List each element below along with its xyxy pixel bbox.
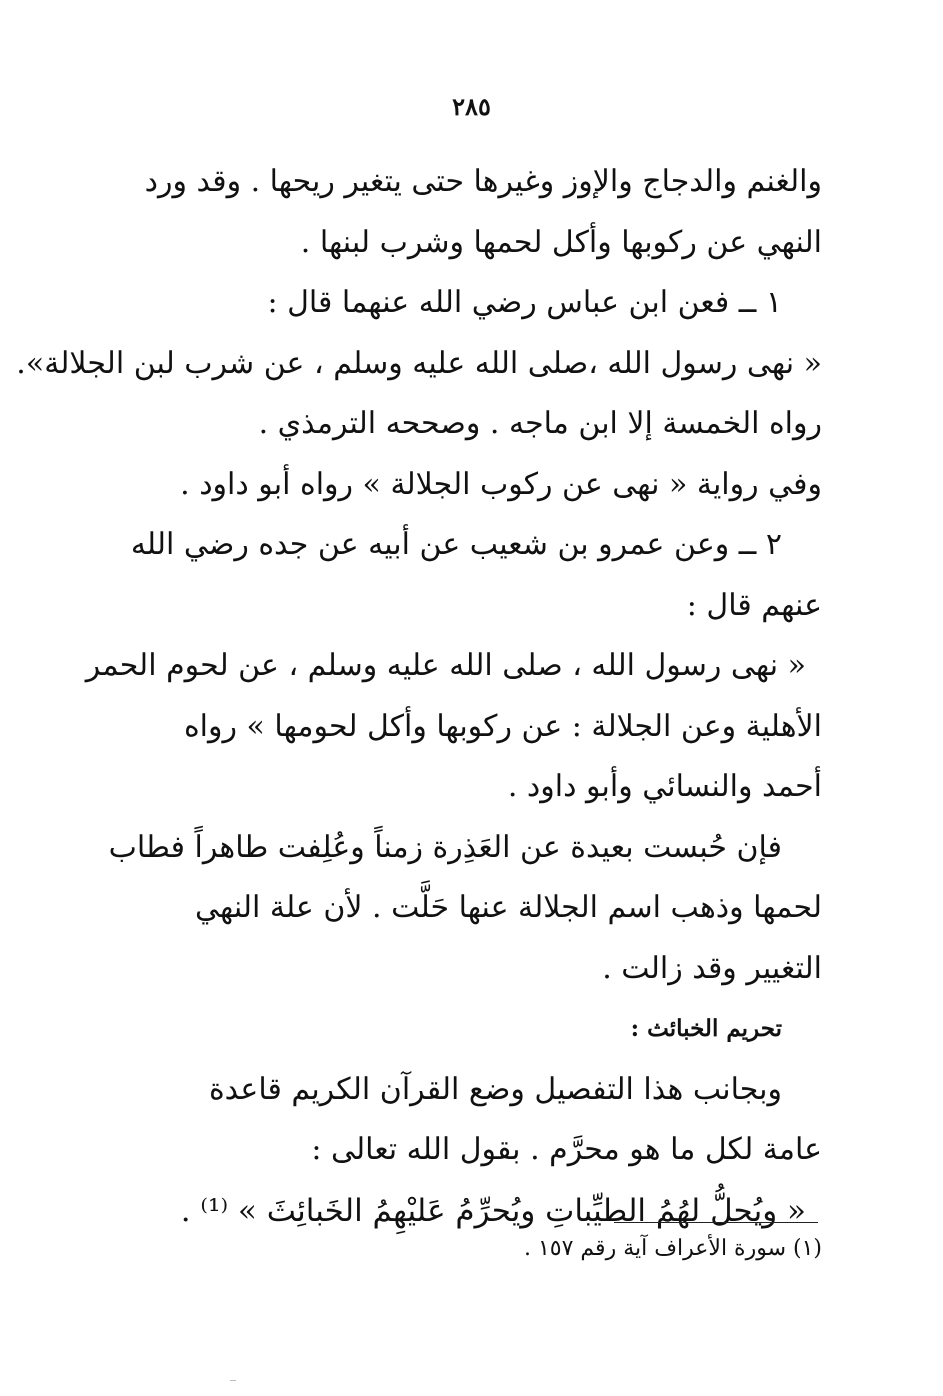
scan-speck	[230, 1380, 236, 1381]
text-line: التغيير وقد زالت .	[602, 950, 822, 986]
text-line: رواه الخمسة إلا ابن ماجه . وصححه الترمذي .	[258, 406, 822, 441]
text-line: الأهلية وعن الجلالة : عن ركوبها وأكل لحومها » رواه	[183, 708, 822, 744]
text-line: وبجانب هذا التفصيل وضع القرآن الكريم قاعدة	[208, 1071, 782, 1107]
text-line: لحمها وذهب اسم الجلالة عنها حَلَّت . لأن علة النهي	[195, 890, 822, 925]
text-line: فإن حُبست بعيدة عن العَذِرة زمناً وعُلِفت طاهراً فطاب	[108, 829, 782, 865]
text-line: وفي رواية « نهى عن ركوب الجلالة » رواه أبو داود .	[180, 466, 822, 502]
text-line: عنهم قال :	[686, 587, 822, 623]
section-heading: تحريم الخبائث :	[630, 1015, 782, 1042]
text-line: عامة لكل ما هو محرَّم . بقول الله تعالى :	[311, 1132, 822, 1167]
hadith-heading: ١ ــ فعن ابن عباس رضي الله عنهما قال :	[267, 285, 782, 320]
quran-verse: « ويُحلُّ لهُمُ الطيِّباتِ ويُحرِّمُ عَليْهِمُ الخَبائِثَ » ⁽¹⁾ .	[180, 1192, 806, 1229]
hadith-heading: ٢ ــ وعن عمرو بن شعيب عن أبيه عن جده رضي الله	[130, 527, 782, 562]
footnote-separator	[614, 1222, 818, 1223]
page-number: ٢٨٥	[452, 92, 491, 121]
hadith-quote: « نهى رسول الله ، صلى الله عليه وسلم ، عن لحوم الحمر	[85, 648, 806, 683]
text-line: النهي عن ركوبها وأكل لحمها وشرب لبنها .	[300, 224, 822, 260]
hadith-quote: « نهى رسول الله ،صلى الله عليه وسلم ، عن شرب لبن الجلالة».	[16, 345, 822, 381]
footnote: (١) سورة الأعراف آية رقم ١٥٧ .	[523, 1236, 822, 1261]
text-line: أحمد والنسائي وأبو داود .	[507, 769, 822, 804]
text-line: والغنم والدجاج والإوز وغيرها حتى يتغير ريحها . وقد ورد	[144, 164, 822, 199]
body-text	[16, 152, 822, 1241]
